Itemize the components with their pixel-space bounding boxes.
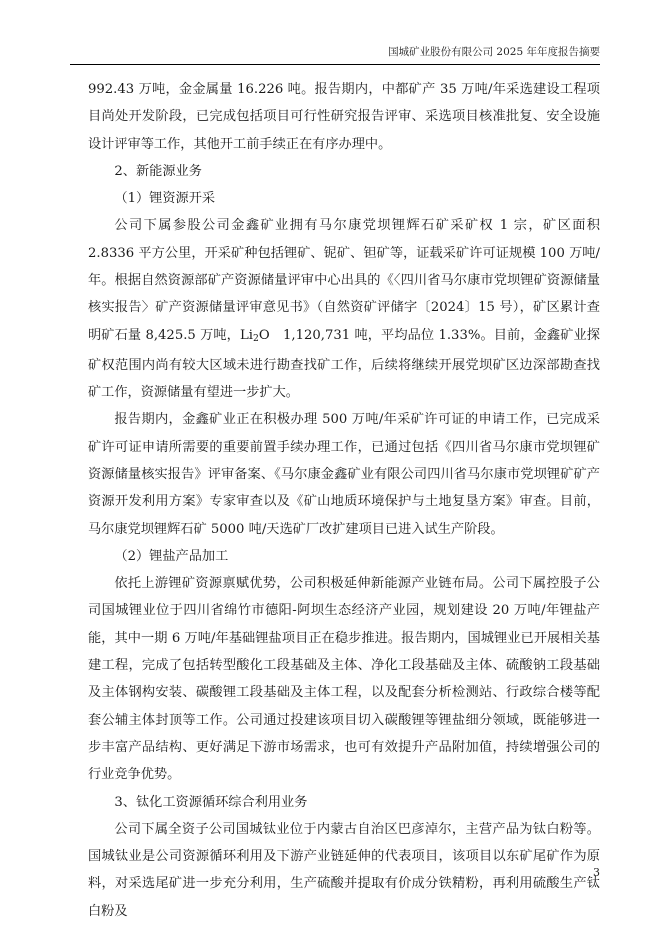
report-body — [88, 76, 600, 925]
paragraph-mining-license-application: 报告期内，金鑫矿业正在积极办理 500 万吨/年采矿许可证的申请工作，已完成采矿许可证申请所需要的重要前置手续办理工作，已通过包括《四川省马尔康市党坝锂矿资源储量核实报告》评审备案、《马尔康金鑫矿业有限公司四川省马尔康市党坝锂矿矿产资源开发利用方案》专家审查以及《矿山地质环境保护与土地复垦方案》审查。目前，马尔康党坝锂辉石矿 5000 吨/天选矿厂改扩建项目已进入试生产阶段。 — [88, 412, 600, 537]
paragraph-gold-mine-status: 992.43 万吨，金金属量 16.226 吨。报告期内，中都矿产 35 万吨/年采选建设工程项目尚处开发阶段，已完成包括项目可行性研究报告评审、采选项目核准批复、安全设施设计评审等工作，其他开工前手续正在有序办理中。 — [88, 82, 600, 152]
heading-lithium-salt-processing: （2）锂盐产品加工 — [114, 548, 229, 564]
lithium-rights-text-before-formula: 公司下属参股公司金鑫矿业拥有马尔康党坝锂辉石矿采矿权 1 宗，矿区面积 2.8336 平方公里，开采矿种包括锂矿、铌矿、钽矿等，证载采矿许可证规模 100 万吨/年。根据自然资源部矿产资源储量评审中心出具的《〈四川省马尔康市党坝锂矿资源储量核实报告〉矿产资源储量评审意见书》（自然资矿评储字〔2024〕15 号），矿区累计查明矿石量 8,425.5 万吨，Li — [88, 218, 600, 343]
heading-titanium-chemical-business: 3、钛化工资源循环综合利用业务 — [114, 794, 308, 810]
paragraph-titanium-business: 公司下属全资子公司国城钛业位于内蒙古自治区巴彦淖尔，主营产品为钛白粉等。国城钛业是公司资源循环利用及下游产业链延伸的代表项目，该项目以东矿尾矿作为原料，对采选尾矿进一步充分利用，生产硫酸并提取有价成分铁精粉，再利用硫酸生产钛白粉及 — [88, 821, 600, 919]
lithium-rights-text-after-formula: O 1,120,731 吨，平均品位 1.33%。目前，金鑫矿业探矿权范围内尚有较大区域未进行勘查找矿工作，后续将继续开展党坝矿区边深部勘查找矿工作，资源储量有望进一步扩大。 — [88, 327, 600, 401]
header-title: 国城矿业股份有限公司 2025 年年度报告摘要 — [388, 46, 600, 58]
heading-new-energy-business: 2、新能源业务 — [114, 163, 202, 179]
paragraph-lithium-mining-rights — [88, 212, 600, 406]
lithium-oxide-subscript: 2 — [252, 332, 259, 344]
heading-lithium-mining: （1）锂资源开采 — [114, 191, 216, 207]
paragraph-lithium-salt-project: 依托上游锂矿资源禀赋优势，公司积极延伸新能源产业链布局。公司下属控股子公司国城锂业位于四川省绵竹市德阳-阿坝生态经济产业园，规划建设 20 万吨/年锂盐产能，其中一期 6 万吨/年基础锂盐项目正在稳步推进。报告期内，国城锂业已开展相关基建工程，完成了包括转型酸化工段基础及主体、净化工段基础及主体、硫酸钠工段基础及主体钢构安装、碳酸锂工段基础及主体工程，以及配套分析检测站、行政综合楼等配套公辅主体封顶等工作。公司通过投建该项目切入碳酸锂等锂盐细分领域，既能够进一步丰富产品结构、更好满足下游市场需求，也可有效提升产品附加值，持续增强公司的行业竞争优势。 — [88, 576, 600, 783]
page-number: 3 — [593, 866, 600, 879]
running-header — [70, 44, 600, 65]
